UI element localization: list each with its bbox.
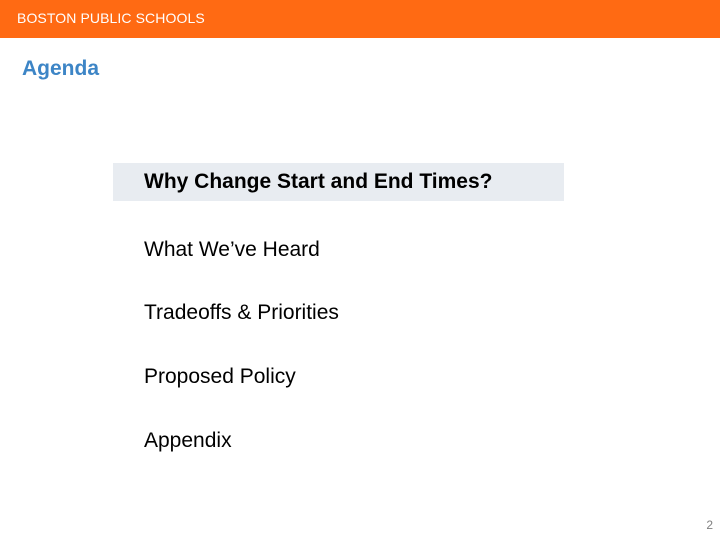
- agenda-item-appendix: Appendix: [144, 429, 232, 452]
- organization-name: BOSTON PUBLIC SCHOOLS: [17, 10, 205, 26]
- header-bar: [0, 0, 720, 38]
- agenda-item-tradeoffs-priorities: Tradeoffs & Priorities: [144, 301, 339, 324]
- agenda-item-proposed-policy: Proposed Policy: [144, 365, 296, 388]
- agenda-item-why-change: Why Change Start and End Times?: [113, 163, 564, 201]
- agenda-item-what-weve-heard: What We’ve Heard: [144, 238, 320, 261]
- slide-title: Agenda: [22, 57, 100, 80]
- page-number: 2: [706, 518, 713, 532]
